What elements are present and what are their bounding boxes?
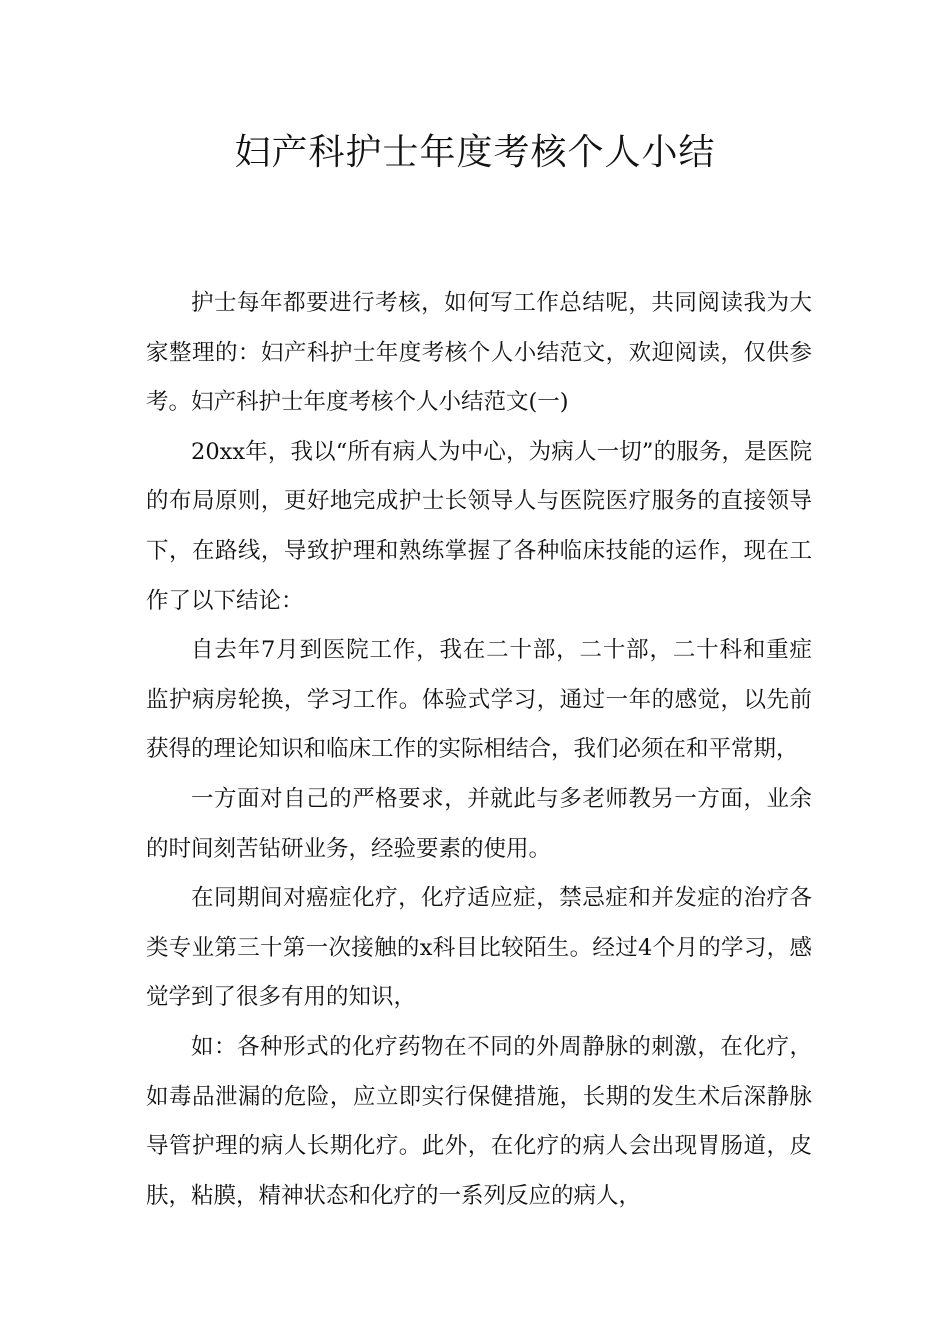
paragraph-6: 如：各种形式的化疗药物在不同的外周静脉的刺激，在化疗，如毒品泄漏的危险，应立即实行保健措施，长期的发生术后深静脉导管护理的病人长期化疗。此外，在化疗的病人会出现胃肠道，皮肤，粘膜，精神状态和化疗的一系列反应的病人， xyxy=(146,1033,812,1209)
document-title: 妇产科护士年度考核个人小结 xyxy=(234,132,716,173)
paragraph-3: 自去年7月到医院工作，我在二十部，二十部，二十科和重症监护病房轮换，学习工作。体验式学习，通过一年的感觉，以先前获得的理论知识和临床工作的实际相结合，我们必须在和平常期， xyxy=(146,637,812,763)
paragraph-5: 在同期间对癌症化疗，化疗适应症，禁忌症和并发症的治疗各类专业第三十第一次接触的x科目比较陌生。经过4个月的学习，感觉学到了很多有用的知识， xyxy=(146,885,812,1011)
document-body xyxy=(146,279,812,1221)
paragraph-4: 一方面对自己的严格要求，并就此与多老师教另一方面，业余的时间刻苦钻研业务，经验要素的使用。 xyxy=(146,785,812,862)
paragraph-1: 护士每年都要进行考核，如何写工作总结呢，共同阅读我为大家整理的：妇产科护士年度考核个人小结范文，欢迎阅读，仅供参考。妇产科护士年度考核个人小结范文(一) xyxy=(146,290,812,416)
paragraph-2: 20xx年，我以“所有病人为中心，为病人一切”的服务，是医院的布局原则，更好地完成护士长领导人与医院医疗服务的直接领导下，在路线，导致护理和熟练掌握了各种临床技能的运作，现在工作了以下结论： xyxy=(146,438,812,614)
